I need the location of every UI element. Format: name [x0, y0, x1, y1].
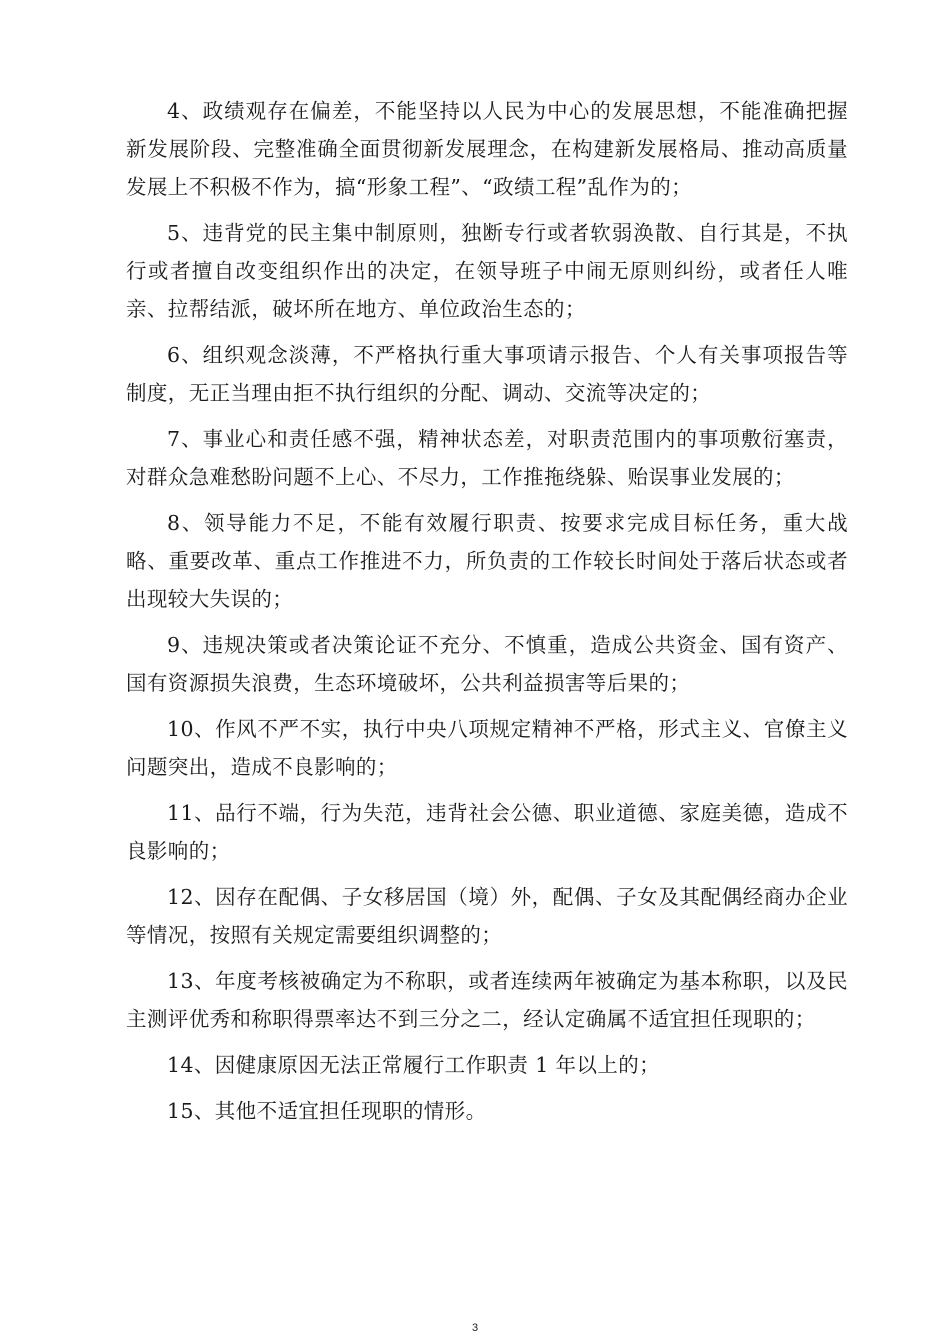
paragraph-item-14: 14、因健康原因无法正常履行工作职责 1 年以上的；	[167, 1053, 661, 1077]
paragraph-item-11: 11、品行不端，行为失范，违背社会公德、职业道德、家庭美德，造成不良影响的；	[126, 801, 848, 863]
page-number: 3	[471, 1322, 479, 1334]
paragraph-item-10: 10、作风不严不实，执行中央八项规定精神不严格，形式主义、官僚主义问题突出，造成不良影响的；	[126, 717, 848, 779]
paragraph-item-5: 5、违背党的民主集中制原则，独断专行或者软弱涣散、自行其是，不执行或者擅自改变组织作出的决定，在领导班子中闹无原则纠纷，或者任人唯亲、拉帮结派，破坏所在地方、单位政治生态的；	[126, 221, 848, 321]
paragraph-item-15: 15、其他不适宜担任现职的情形。	[167, 1099, 487, 1123]
paragraph-item-7: 7、事业心和责任感不强，精神状态差，对职责范围内的事项敷衍塞责，对群众急难愁盼问题不上心、不尽力，工作推拖绕躲、贻误事业发展的；	[126, 427, 848, 489]
paragraph-item-12: 12、因存在配偶、子女移居国（境）外，配偶、子女及其配偶经商办企业等情况，按照有关规定需要组织调整的；	[126, 885, 848, 947]
paragraph-item-4: 4、政绩观存在偏差，不能坚持以人民为中心的发展思想，不能准确把握新发展阶段、完整准确全面贯彻新发展理念，在构建新发展格局、推动高质量发展上不积极不作为，搞“形象工程”、“政绩工程”乱作为的；	[126, 99, 848, 199]
paragraph-item-6: 6、组织观念淡薄，不严格执行重大事项请示报告、个人有关事项报告等制度，无正当理由拒不执行组织的分配、调动、交流等决定的；	[126, 343, 848, 405]
paragraph-item-9: 9、违规决策或者决策论证不充分、不慎重，造成公共资金、国有资产、国有资源损失浪费，生态环境破坏，公共利益损害等后果的；	[126, 633, 848, 695]
paragraph-item-8: 8、领导能力不足，不能有效履行职责、按要求完成目标任务，重大战略、重要改革、重点工作推进不力，所负责的工作较长时间处于落后状态或者出现较大失误的；	[126, 511, 848, 611]
document-body	[126, 92, 848, 1138]
paragraph-item-13: 13、年度考核被确定为不称职，或者连续两年被确定为基本称职，以及民主测评优秀和称职得票率达不到三分之二，经认定确属不适宜担任现职的；	[126, 969, 848, 1031]
